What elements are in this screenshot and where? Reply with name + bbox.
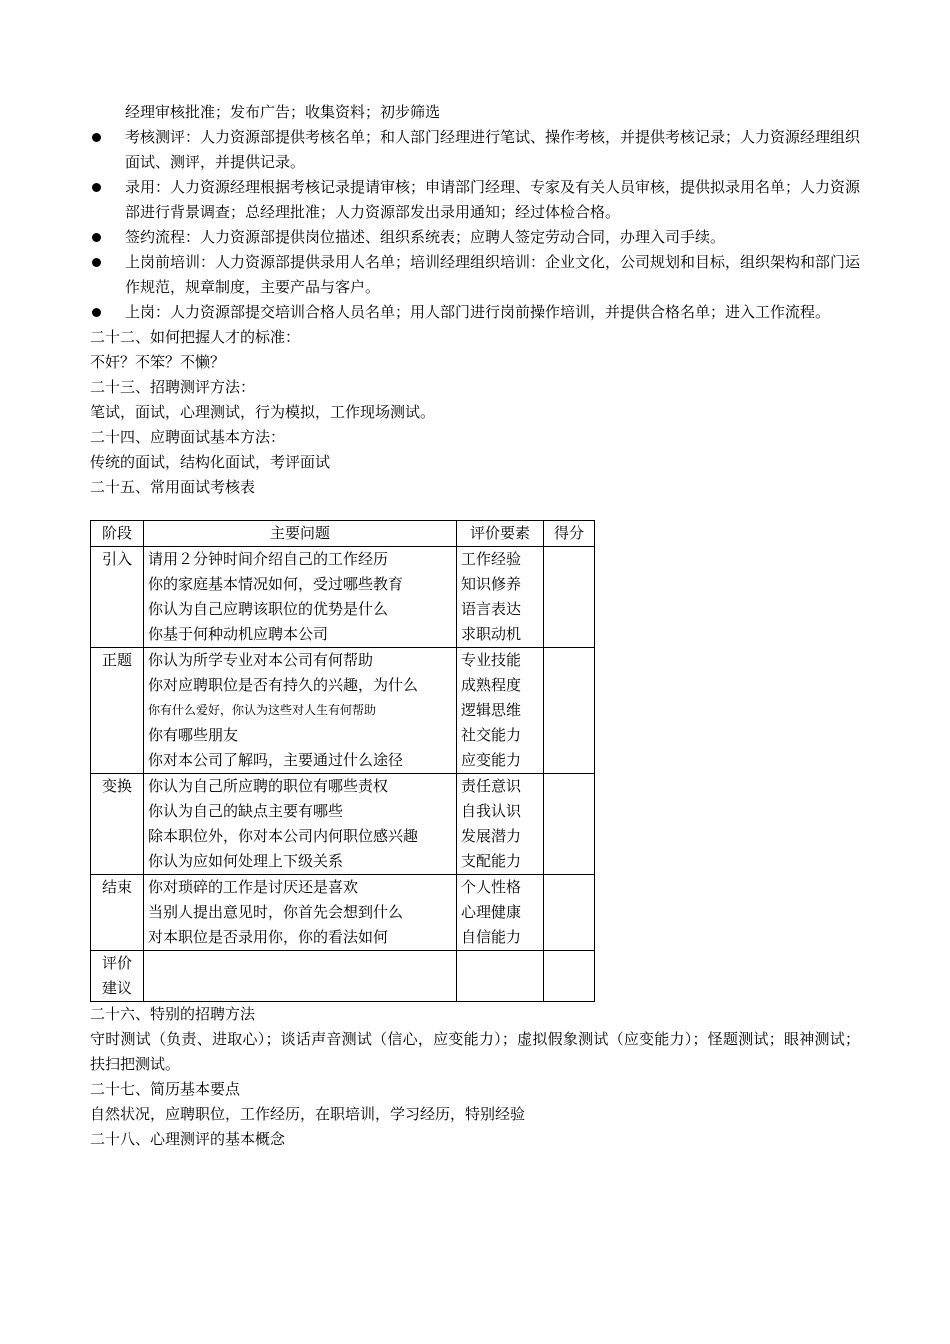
- section-body: 不奸？不笨？不懒？: [90, 353, 226, 371]
- question-line: 当别人提出意见时，你首先会想到什么: [148, 903, 404, 921]
- bullet-item: [90, 125, 860, 175]
- factors-cell: [457, 951, 544, 1002]
- section-heading: 二十七、简历基本要点: [90, 1080, 241, 1098]
- bullet-text: 签约流程：人力资源部提供岗位描述、组织系统表；应聘人签定劳动合同，办理入司手续。: [125, 228, 726, 246]
- factors-cell: [457, 774, 544, 875]
- table-row: [91, 648, 595, 774]
- bullet-text: 上岗前培训：人力资源部提供录用人名单；培训经理组织培训：企业文化，公司规划和目标，组织架构和部门运作规范，规章制度，主要产品与客户。: [125, 253, 861, 296]
- question-line: 除本职位外，你对本公司内何职位感兴趣: [148, 827, 419, 845]
- questions-cell: [144, 547, 457, 648]
- question-line: 你的家庭基本情况如何，受过哪些教育: [148, 575, 404, 593]
- question-line: 你认为所学专业对本公司有何帮助: [148, 651, 374, 669]
- section-heading: 二十二、如何把握人才的标准：: [90, 328, 301, 346]
- question-line: 对本职位是否录用你，你的看法如何: [148, 928, 389, 946]
- bullet-text: 考核测评：人力资源部提供考核名单；和人部门经理进行笔试、操作考核，并提供考核记录；人力资源经理组织面试、测评，并提供记录。: [125, 128, 861, 171]
- bullet-dot-icon: [92, 308, 101, 317]
- stage-cell: 正题: [91, 648, 144, 774]
- table-header-row: [91, 521, 595, 547]
- factor-line: 责任意识: [461, 777, 522, 795]
- bullet-dot-icon: [92, 133, 101, 142]
- header-factors: 评价要素: [457, 521, 544, 547]
- section-heading: 二十五、常用面试考核表: [90, 478, 256, 496]
- table-row: [91, 774, 595, 875]
- score-cell: [544, 648, 595, 774]
- bullet-item: [90, 300, 860, 325]
- question-line: 你认为自己的缺点主要有哪些: [148, 802, 344, 820]
- bullet-dot-icon: [92, 258, 101, 267]
- factor-line: 逻辑思维: [461, 701, 522, 719]
- stage-cell: 变换: [91, 774, 144, 875]
- question-line: 你基于何种动机应聘本公司: [148, 625, 329, 643]
- section-heading: 二十八、心理测评的基本概念: [90, 1130, 286, 1148]
- factor-line: 成熟程度: [461, 676, 522, 694]
- factor-line: 社交能力: [461, 726, 522, 744]
- bullet-item: [90, 250, 860, 300]
- questions-cell: [144, 774, 457, 875]
- intro-line: 经理审核批准；发布广告；收集资料；初步筛选: [125, 103, 441, 121]
- factors-cell: [457, 648, 544, 774]
- factor-line: 个人性格: [461, 878, 522, 896]
- score-cell: [544, 875, 595, 951]
- question-line: 请用２分钟时间介绍自己的工作经历: [148, 550, 389, 568]
- score-cell: [544, 547, 595, 648]
- questions-cell: [144, 951, 457, 1002]
- bullet-dot-icon: [92, 183, 101, 192]
- question-line: 你对琐碎的工作是讨厌还是喜欢: [148, 878, 359, 896]
- factor-line: 支配能力: [461, 852, 522, 870]
- question-line: 你有什么爱好，你认为这些对人生有何帮助: [148, 703, 377, 717]
- interview-assessment-table: [90, 520, 595, 1002]
- table-row: [91, 875, 595, 951]
- question-line: 你有哪些朋友: [148, 726, 239, 744]
- stage-cell: 评价建议: [91, 951, 144, 1002]
- section-heading: 二十三、招聘测评方法：: [90, 378, 256, 396]
- question-line: 你认为自己应聘该职位的优势是什么: [148, 600, 389, 618]
- bullet-text: 上岗：人力资源部提交培训合格人员名单；用人部门进行岗前操作培训，并提供合格名单；进入工作流程。: [125, 303, 831, 321]
- section-body: 守时测试（负责、进取心）；谈话声音测试（信心，应变能力）；虚拟假象测试（应变能力）；怪题测试；眼神测试；扶扫把测试。: [90, 1030, 860, 1073]
- factor-line: 专业技能: [461, 651, 522, 669]
- section-body: 笔试，面试，心理测试，行为模拟，工作现场测试。: [90, 403, 436, 421]
- factors-cell: [457, 875, 544, 951]
- question-line: 你对本公司了解吗，主要通过什么途径: [148, 751, 404, 769]
- factor-line: 心理健康: [461, 903, 522, 921]
- factor-line: 语言表达: [461, 600, 522, 618]
- stage-cell: 引入: [91, 547, 144, 648]
- header-stage: 阶段: [91, 521, 144, 547]
- factor-line: 应变能力: [461, 751, 522, 769]
- bullet-dot-icon: [92, 233, 101, 242]
- section-body: 传统的面试，结构化面试，考评面试: [90, 453, 331, 471]
- questions-cell: [144, 875, 457, 951]
- header-score: 得分: [544, 521, 595, 547]
- section-heading: 二十六、特别的招聘方法: [90, 1005, 256, 1023]
- factor-line: 自信能力: [461, 928, 522, 946]
- factor-line: 工作经验: [461, 550, 522, 568]
- question-line: 你对应聘职位是否有持久的兴趣，为什么: [148, 676, 419, 694]
- stage-cell: 结束: [91, 875, 144, 951]
- factor-line: 发展潜力: [461, 827, 522, 845]
- score-cell: [544, 774, 595, 875]
- questions-cell: [144, 648, 457, 774]
- score-cell: [544, 951, 595, 1002]
- table-row: [91, 547, 595, 648]
- question-line: 你认为自己所应聘的职位有哪些责权: [148, 777, 389, 795]
- header-questions: 主要问题: [144, 521, 457, 547]
- bullet-text: 录用：人力资源经理根据考核记录提请审核；申请部门经理、专家及有关人员审核，提供拟录用名单；人力资源部进行背景调查；总经理批准；人力资源部发出录用通知；经过体检合格。: [125, 178, 861, 221]
- factors-cell: [457, 547, 544, 648]
- section-body: 自然状况，应聘职位，工作经历，在职培训，学习经历，特别经验: [90, 1105, 526, 1123]
- bullet-item: [90, 225, 860, 250]
- factor-line: 自我认识: [461, 802, 522, 820]
- table-row: [91, 951, 595, 1002]
- document-page: [90, 100, 860, 1152]
- factor-line: 知识修养: [461, 575, 522, 593]
- question-line: 你认为应如何处理上下级关系: [148, 852, 344, 870]
- bullet-item: [90, 175, 860, 225]
- section-heading: 二十四、应聘面试基本方法：: [90, 428, 286, 446]
- factor-line: 求职动机: [461, 625, 522, 643]
